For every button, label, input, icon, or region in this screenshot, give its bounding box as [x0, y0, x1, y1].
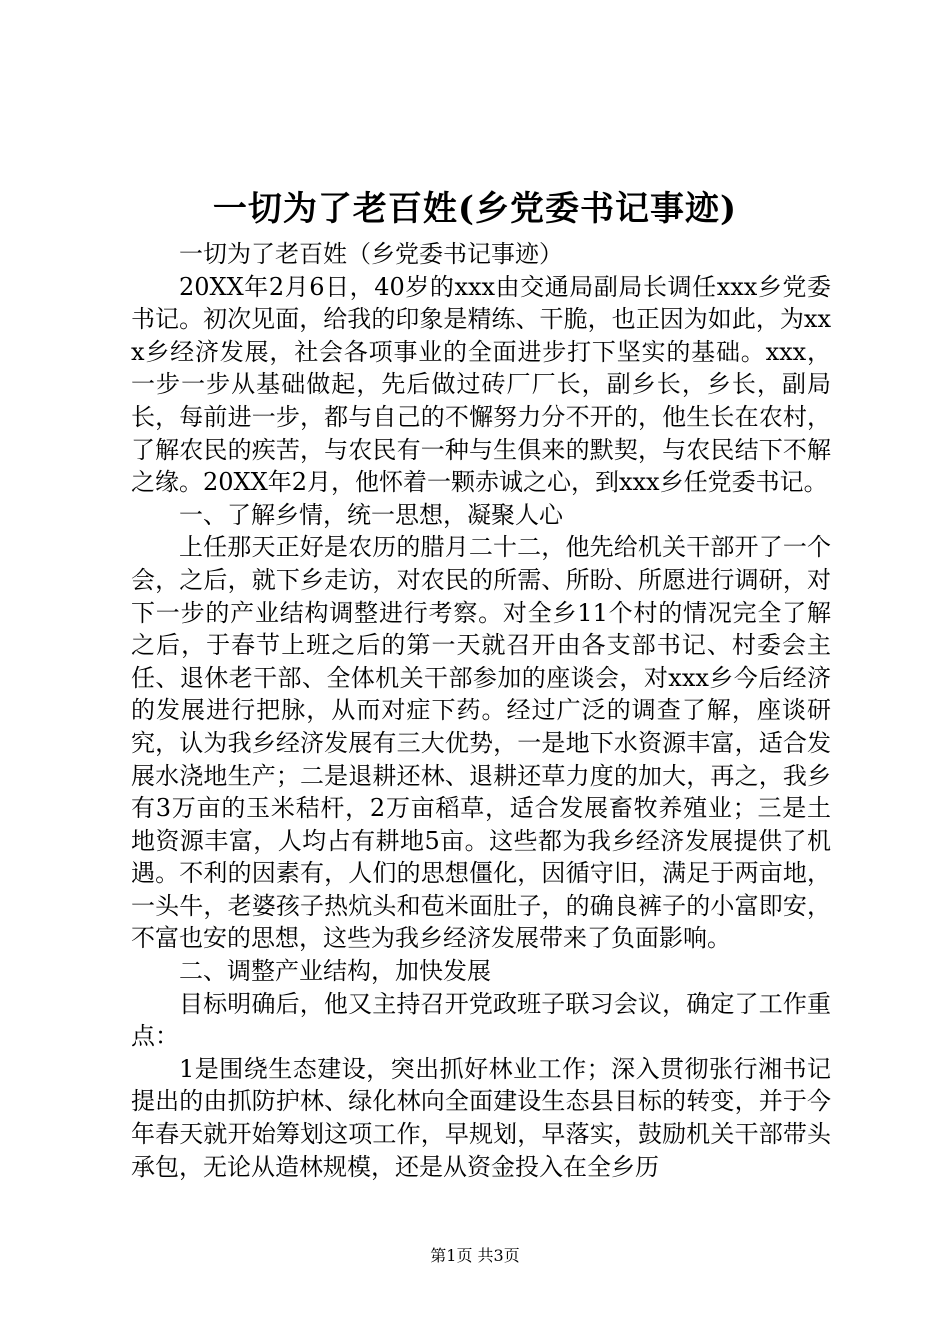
paragraph-section-2: 目标明确后，他又主持召开党政班子联习会议，确定了工作重点：	[131, 989, 831, 1051]
section-heading-1: 一、了解乡情，统一思想，凝聚人心	[179, 500, 563, 529]
paragraph-subtitle: 一切为了老百姓（乡党委书记事迹）	[179, 240, 563, 268]
document-body	[131, 238, 831, 1183]
section-heading-2: 二、调整产业结构，加快发展	[179, 957, 491, 986]
page-footer: 第1页 共3页	[430, 1246, 520, 1265]
paragraph-section-1: 上任那天正好是农历的腊月二十二，他先给机关干部开了一个会，之后，就下乡走访，对农民的所需、所盼、所愿进行调研，对下一步的产业结构调整进行考察。对全乡11个村的情况完全了解之后，于春节上班之后的第一天就召开由各支部书记、村委会主任、退休老干部、全体机关干部参加的座谈会，对xxx乡今后经济的发展进行把脉，从而对症下药。经过广泛的调查了解，座谈研究，认为我乡经济发展有三大优势，一是地下水资源丰富，适合发展水浇地生产；二是退耕还林、退耕还草力度的加大，再之，我乡有3万亩的玉米秸杆，2万亩稻草，适合发展畜牧养殖业；三是土地资源丰富，人均占有耕地5亩。这些都为我乡经济发展提供了机遇。不利的因素有，人们的思想僵化，因循守旧，满足于两亩地，一头牛，老婆孩子热炕头和苞米面肚子，的确良裤子的小富即安，不富也安的思想，这些为我乡经济发展带来了负面影响。	[131, 533, 831, 953]
document-title: 一切为了老百姓(乡党委书记事迹)	[212, 189, 738, 229]
paragraph-point-1: 1是围绕生态建设，突出抓好林业工作；深入贯彻张行湘书记提出的由抓防护林、绿化林向全面建设生态县目标的转变，并于今年春天就开始筹划这项工作，早规划，早落实，鼓励机关干部带头承包，无论从造林规模，还是从资金投入在全乡历	[131, 1054, 831, 1181]
paragraph-intro: 20XX年2月6日，40岁的xxx由交通局副局长调任xxx乡党委书记。初次见面，给我的印象是精练、干脆，也正因为如此，为xxx乡经济发展，社会各项事业的全面进步打下坚实的基础。xxx，一步一步从基础做起，先后做过砖厂厂长，副乡长，乡长，副局长，每前进一步，都与自己的不懈努力分不开的，他生长在农村，了解农民的疾苦，与农民有一种与生俱来的默契，与农民结下不解之缘。20XX年2月，他怀着一颗赤诚之心，到xxx乡任党委书记。	[131, 272, 831, 497]
